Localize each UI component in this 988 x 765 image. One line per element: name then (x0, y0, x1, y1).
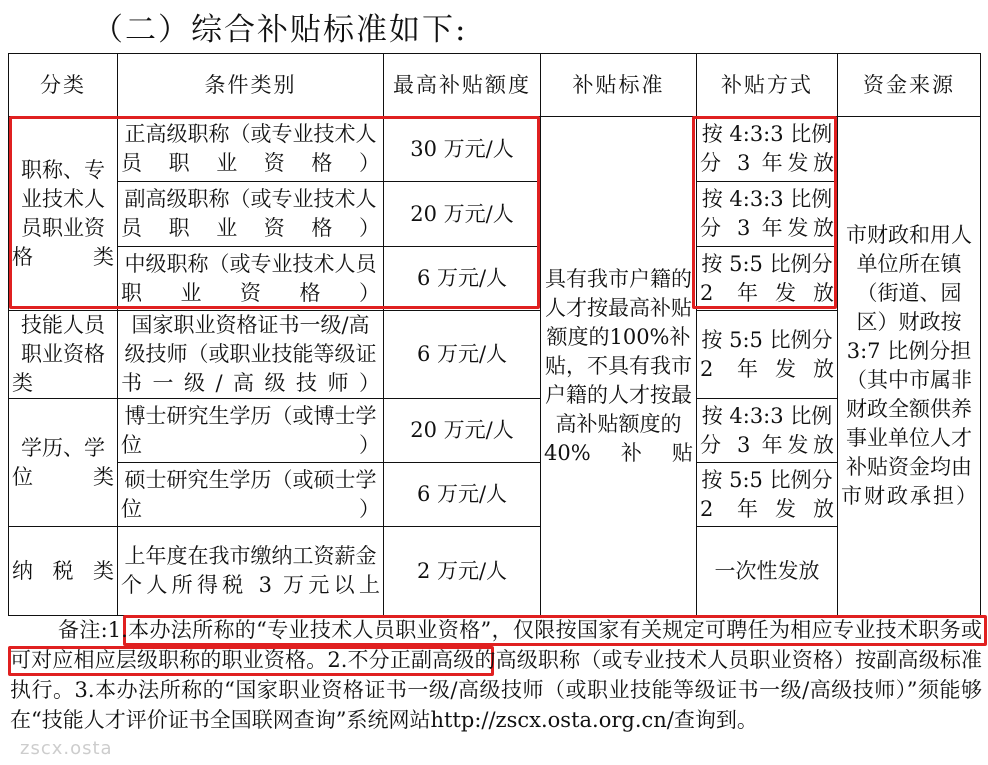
amount-cell: 6 万元/人 (384, 463, 541, 527)
method-cell: 按 5:5 比例分 2 年发放 (697, 311, 838, 399)
table-row (9, 463, 981, 527)
header-standard: 补贴标准 (541, 54, 697, 117)
amount-cell: 6 万元/人 (384, 247, 541, 311)
amount-cell: 6 万元/人 (384, 311, 541, 399)
condition-cell: 国家职业资格证书一级/高级技师（或职业技能等级证书一级/高级技师） (118, 311, 384, 399)
method-cell: 按 5:5 比例分 2 年发放 (697, 463, 838, 527)
header-fund-source: 资金来源 (838, 54, 981, 117)
subsidy-standard-cell: 具有我市户籍的人才按最高补贴额度的100%补贴，不具有我市户籍的人才按最高补贴额度的40%补贴 (541, 117, 697, 616)
section-heading: （二）综合补贴标准如下: (92, 12, 468, 48)
table-row (9, 182, 981, 247)
condition-cell: 中级职称（或专业技术人员职业资格） (118, 247, 384, 311)
header-max-amount: 最高补贴额度 (384, 54, 541, 117)
notes-paragraph (10, 615, 982, 735)
category-title-cell: 技能人员职业资格类 (9, 311, 118, 399)
table-header-row (9, 54, 981, 117)
condition-cell: 博士研究生学历（或博士学位） (118, 399, 384, 463)
fund-source-cell: 市财政和用人单位所在镇（街道、园区）财政按3:7 比例分担（其中市属非财政全额供养事业单位人才补贴资金均由市财政承担） (838, 117, 981, 616)
condition-cell: 正高级职称（或专业技术人员职业资格） (118, 117, 384, 182)
header-method: 补贴方式 (697, 54, 838, 117)
condition-cell: 副高级职称（或专业技术人员职业资格） (118, 182, 384, 247)
method-cell: 按 5:5 比例分 2 年发放 (697, 247, 838, 311)
method-cell: 按 4:3:3 比例分 3 年发放 (697, 182, 838, 247)
table-row (9, 247, 981, 311)
notes-prefix: 备注: (58, 618, 108, 642)
method-cell: 按 4:3:3 比例分 3 年发放 (697, 117, 838, 182)
note-1: 1.本办法所称的“专业技术人员职业资格”，仅限按国家有关规定可聘任为相应专业技术职务或可对应相应层级职称的职业资格。 (10, 618, 982, 672)
table-row (9, 399, 981, 463)
watermark: zscx.osta (20, 738, 113, 759)
condition-cell: 硕士研究生学历（或硕士学位） (118, 463, 384, 527)
subsidy-table (8, 53, 981, 616)
method-cell: 按 4:3:3 比例分 3 年发放 (697, 399, 838, 463)
note-2: 2.不分正副高级的高级职称（或专业技术人员职业资格）按副高级标准执行。 (10, 648, 982, 702)
amount-cell: 30 万元/人 (384, 117, 541, 182)
amount-cell: 20 万元/人 (384, 182, 541, 247)
header-category: 分类 (9, 54, 118, 117)
table-row (9, 527, 981, 616)
header-condition: 条件类别 (118, 54, 384, 117)
table-row (9, 311, 981, 399)
category-title-cell: 学历、学位类 (9, 399, 118, 527)
condition-cell: 上年度在我市缴纳工资薪金个人所得税 3 万元以上 (118, 527, 384, 616)
category-title-cell: 职称、专业技术人员职业资格类 (9, 117, 118, 311)
note-3: 3.本办法所称的“国家职业资格证书一级/高级技师（或职业技能等级证书一级/高级技师）”须能够在“技能人才评价证书全国联网查询”系统网站http://zscx.osta.org.cn/查询到。 (10, 678, 983, 732)
category-title-cell: 纳税类 (9, 527, 118, 616)
amount-cell: 2 万元/人 (384, 527, 541, 616)
table-row (9, 117, 981, 182)
method-cell: 一次性发放 (697, 527, 838, 616)
amount-cell: 20 万元/人 (384, 399, 541, 463)
